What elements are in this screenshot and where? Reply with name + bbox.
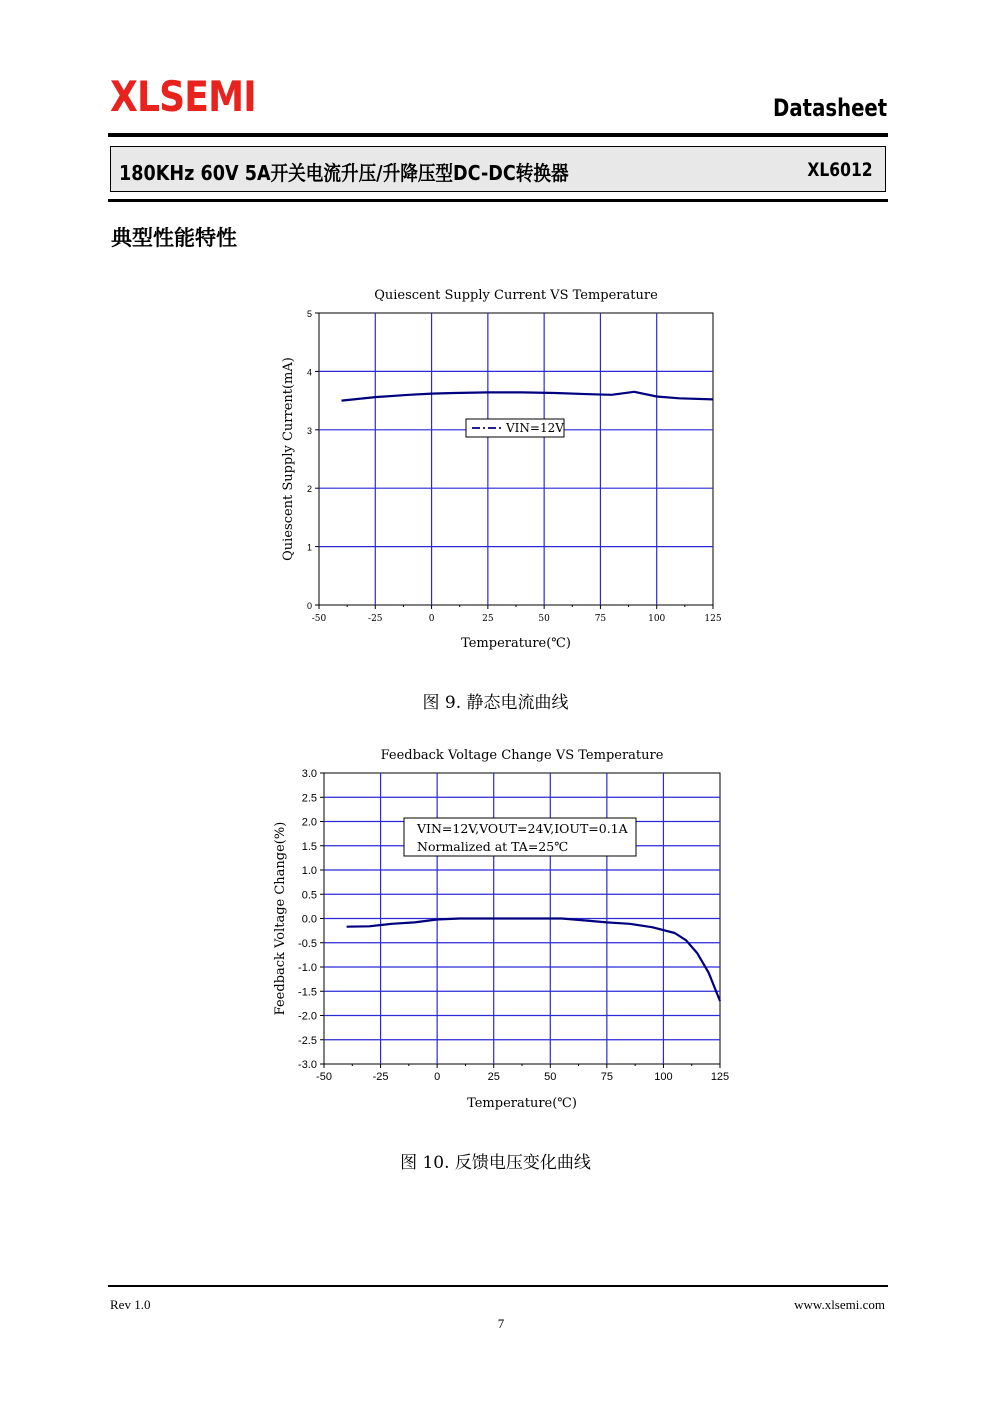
figure10-caption: 图 10. 反馈电压变化曲线 [400,1153,591,1173]
chart-title: Feedback Voltage Change VS Temperature [380,748,664,763]
y-tick-label: -3.0 [298,1059,317,1071]
y-tick-label: 1.5 [301,840,317,853]
brand-logo: XLSEMI [110,72,256,121]
y-tick-label: -1.5 [298,986,317,999]
y-tick-label: 2 [306,484,312,495]
y-tick-label: 0.0 [301,913,317,926]
x-axis-label: Temperature(℃) [467,1096,577,1111]
x-tick-label: 0 [434,1071,441,1083]
y-tick-label: 2.0 [301,816,317,829]
section-heading: 典型性能特性 [111,226,237,250]
footer-rule [108,1285,888,1287]
y-tick-label: -2.0 [298,1010,317,1023]
chart-quiescent-current [281,288,722,651]
x-tick-label: 125 [704,614,722,624]
x-tick-label: 25 [482,614,494,624]
annotation-line: VIN=12V,VOUT=24V,IOUT=0.1A [417,821,628,836]
legend-label: VIN=12V [506,421,564,435]
part-number: XL6012 [807,159,873,181]
x-tick-label: 50 [538,614,550,624]
y-tick-label: 1.0 [301,865,317,877]
x-tick-label: 75 [600,1071,613,1083]
y-tick-label: 4 [306,367,312,378]
x-tick-label: -25 [368,614,383,624]
page-number: 7 [497,1316,505,1331]
document-title: 180KHz 60V 5A开关电流升压/升降压型DC-DC转换器 [119,161,569,185]
x-tick-label: 100 [654,1071,673,1083]
x-tick-label: -50 [316,1071,332,1083]
x-axis-label: Temperature(℃) [461,636,571,651]
y-tick-label: 0 [306,601,312,611]
y-axis-label: Feedback Voltage Change(%) [273,821,288,1016]
y-tick-label: 0.5 [301,889,317,902]
plot-frame [319,313,713,605]
y-tick-label: -0.5 [298,937,317,950]
y-tick-label: 3 [306,425,312,436]
figure9-caption: 图 9. 静态电流曲线 [422,693,569,713]
y-tick-label: -1.0 [298,962,317,974]
x-tick-label: 50 [544,1071,557,1083]
document-type: Datasheet [772,94,887,122]
y-tick-label: 2.5 [301,792,317,805]
chart-title: Quiescent Supply Current VS Temperature [374,288,658,303]
x-tick-label: 100 [648,614,666,624]
x-tick-label: 25 [487,1071,500,1083]
website-link[interactable]: www.xlsemi.com [794,1297,885,1312]
annotation-line: Normalized at TA=25℃ [417,839,569,854]
x-tick-label: 125 [710,1071,730,1083]
y-tick-label: 1 [306,542,312,553]
y-tick-label: 5 [306,309,312,319]
revision: Rev 1.0 [110,1297,151,1312]
y-tick-label: -2.5 [298,1034,317,1047]
x-tick-label: -25 [372,1071,389,1083]
chart-feedback-voltage [273,748,729,1111]
x-tick-label: -50 [311,614,327,624]
x-tick-label: 75 [594,614,607,624]
y-axis-label: Quiescent Supply Current(mA) [281,357,296,561]
y-tick-label: 3.0 [301,768,317,780]
x-tick-label: 0 [428,614,435,624]
